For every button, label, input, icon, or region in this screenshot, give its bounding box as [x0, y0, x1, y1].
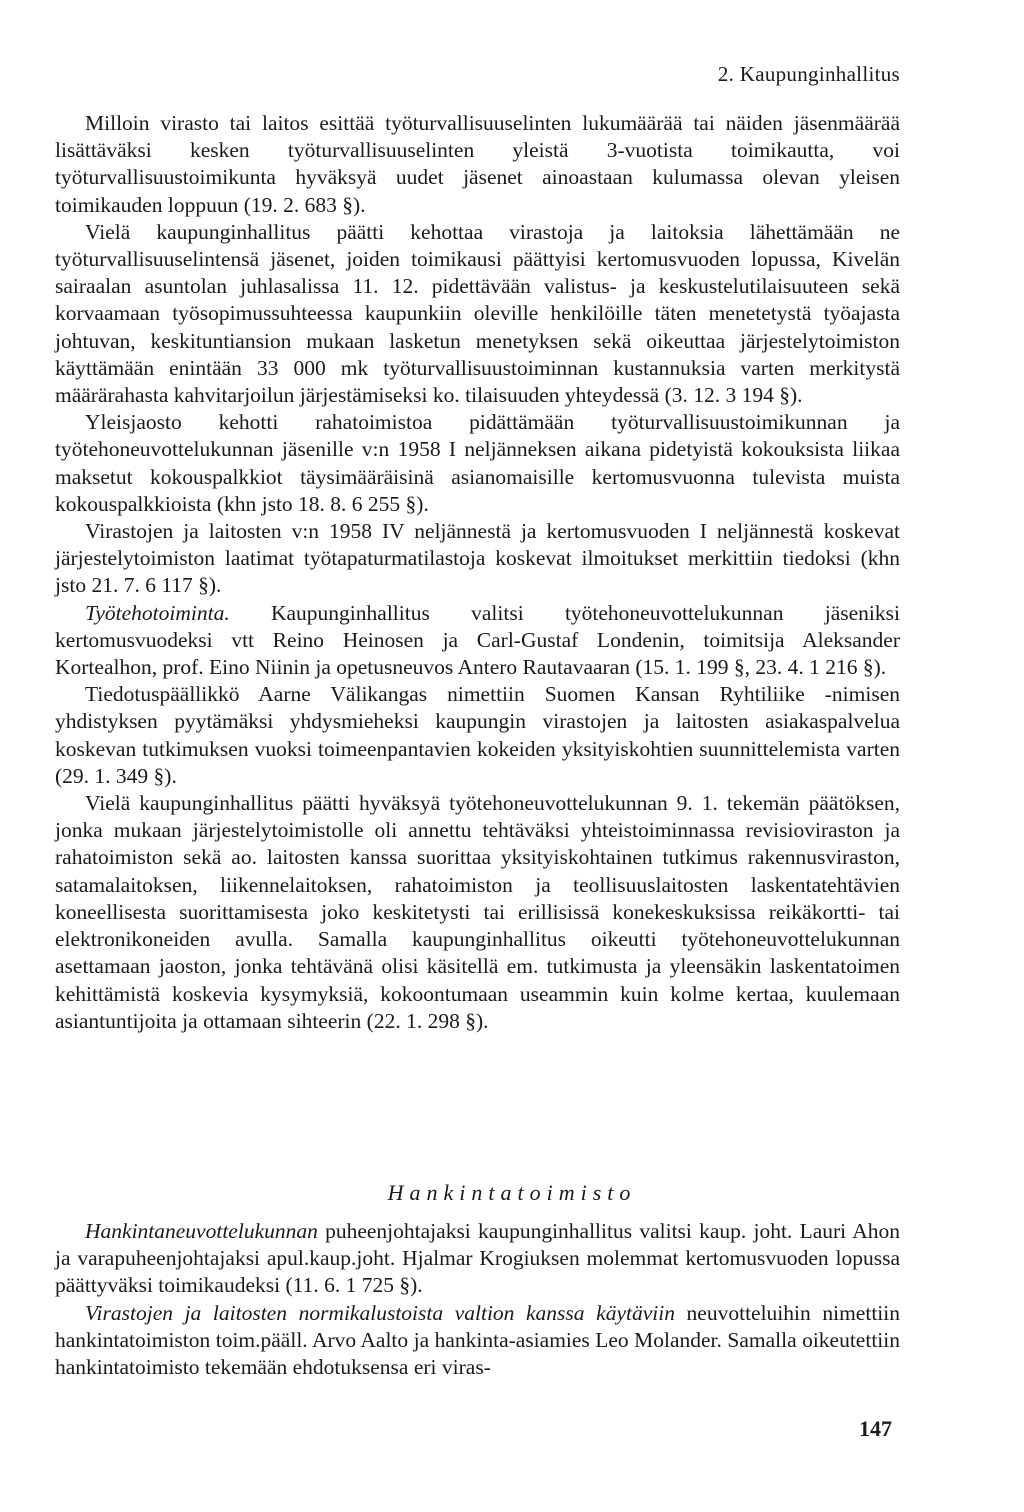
paragraph-text: Vielä kaupunginhallitus päätti hyväksyä työtehoneuvottelukunnan 9. 1. tekemän päätöksen, jonka mukaan järjestelytoimistolle oli annettu tehtäväksi yhteistoiminnassa revisioviraston ja rahatoimiston sekä ao. laitosten kanssa suorittaa yksityiskohtainen tutkimus rakennusviraston, satamalaitoksen, liikennelaitoksen, rahatoimiston ja teollisuuslaitosten laskentatehtävien koneellisesta suorittamisesta joko keskitetysti tai erillisissä konekeskuksissa reikäkortti- tai elektronikoneiden avulla. Samalla kaupunginhallitus oikeutti työtehoneuvottelukunnan asettamaan jaoston, jonka tehtävänä olisi käsitellä em. tutkimusta ja yleensäkin laskentatoimen kehittämistä koskevia kysymyksiä, kokoontumaan useammin kuin kolme kertaa, kuulemaan asiantuntijoita ja ottamaan sihteerin (22. 1. 298 §).	[55, 791, 900, 1033]
paragraph-text: Yleisjaosto kehotti rahatoimistoa pidättämään työturvallisuustoimikunnan ja työtehoneuvottelukunnan jäsenille v:n 1958 I neljänneksen aikana pidetyistä kokouksista liikaa maksetut kokouspalkkiot täysimääräisinä asianomaisille kertomusvuonna tulevista muista kokouspalkkioista (khn jsto 18. 8. 6 255 §).	[55, 410, 900, 516]
paragraph	[55, 518, 900, 600]
paragraph-lead: Työtehotoiminta.	[85, 600, 230, 625]
page-number: 147	[859, 1416, 892, 1441]
paragraph-text: Vielä kaupunginhallitus päätti kehottaa virastoja ja laitoksia lähettämään ne työturvallisuuselintensä jäsenet, joiden toimikausi päättyisi kertomusvuoden lopussa, Kivelän sairaalan asuntolan juhlasalissa 11. 12. pidettävään valistus- ja keskustelutilaisuuteen sekä korvaamaan työsopimussuhteessa kaupunkiin oleville henkilöille täten menetetystä työajasta johtuvan, keskituntiansion mukaan lasketun menetyksen sekä oikeuttaa järjestelytoimiston käyttämään enintään 33 000 mk työturvallisuustoiminnan kustannuksia varten merkitystä määrärahasta kahvitarjoilun järjestämiseksi ko. tilaisuuden yhteydessä (3. 12. 3 194 §).	[55, 219, 900, 408]
paragraph	[55, 1300, 900, 1382]
paragraph	[55, 600, 900, 682]
paragraph-text: Kaupunginhallitus valitsi työtehoneuvottelukunnan jäseniksi kertomusvuodeksi vtt Reino Heinosen ja Carl-Gustaf Londenin, toimitsija Aleksander Kortealhon, prof. Eino Niinin ja opetusneuvos Antero Rautavaaran (15. 1. 199 §, 23. 4. 1 216 §).	[55, 600, 900, 680]
paragraph-text: puheenjohtajaksi kaupunginhallitus valitsi kaup. joht. Lauri Ahon ja varapuheenjohtajaksi apul.kaup.joht. Hjalmar Krogiuksen molemmat kertomusvuoden lopussa päättyväksi toimikaudeksi (11. 6. 1 725 §).	[55, 1219, 900, 1298]
running-head: 2. Kaupunginhallitus	[717, 62, 900, 86]
paragraph	[55, 219, 900, 409]
paragraph	[55, 790, 900, 1035]
paragraph-text: Virastojen ja laitosten v:n 1958 IV neljännestä ja kertomusvuoden I neljännestä koskevat järjestelytoimiston laatimat työtapaturmatilastoja koskevat ilmoitukset merkittiin tiedoksi (khn jsto 21. 7. 6 117 §).	[55, 519, 900, 598]
paragraph	[55, 110, 900, 219]
paragraph-text: Milloin virasto tai laitos esittää työturvallisuuselinten lukumäärää tai näiden jäsenmäärää lisättäväksi kesken työturvallisuuselinten yleistä 3-vuotista toimikautta, voi työturvallisuustoimikunta hyväksyä uudet jäsenet ainoastaan kulumassa olevan yleisen toimikauden loppuun (19. 2. 683 §).	[55, 111, 900, 217]
paragraph-text: Tiedotuspäällikkö Aarne Välikangas nimettiin Suomen Kansan Ryhtiliike -nimisen yhdistyksen pyytämäksi yhdysmieheksi kaupungin virastojen ja laitosten asiakaspalvelua koskevan tutkimuksen vuoksi toimeenpantavien kokeiden yksityiskohtien suunnittelemista varten (29. 1. 349 §).	[55, 682, 900, 788]
paragraph	[55, 409, 900, 518]
paragraph	[55, 1218, 900, 1300]
section-heading: Hankintatoimisto	[387, 1180, 637, 1205]
section-body-text	[55, 1218, 900, 1381]
paragraph	[55, 681, 900, 790]
paragraph-text: neuvotteluihin nimettiin hankintatoimiston toim.pääll. Arvo Aalto ja hankinta-asiamies Leo Molander. Samalla oikeutettiin hankintatoimisto tekemään ehdotuksensa eri viras-	[55, 1300, 900, 1380]
paragraph-lead: Hankintaneuvottelukunnan	[85, 1219, 318, 1243]
body-text	[55, 110, 900, 1035]
paragraph-lead: Virastojen ja laitosten normikalustoista valtion kanssa käytäviin	[85, 1300, 675, 1325]
